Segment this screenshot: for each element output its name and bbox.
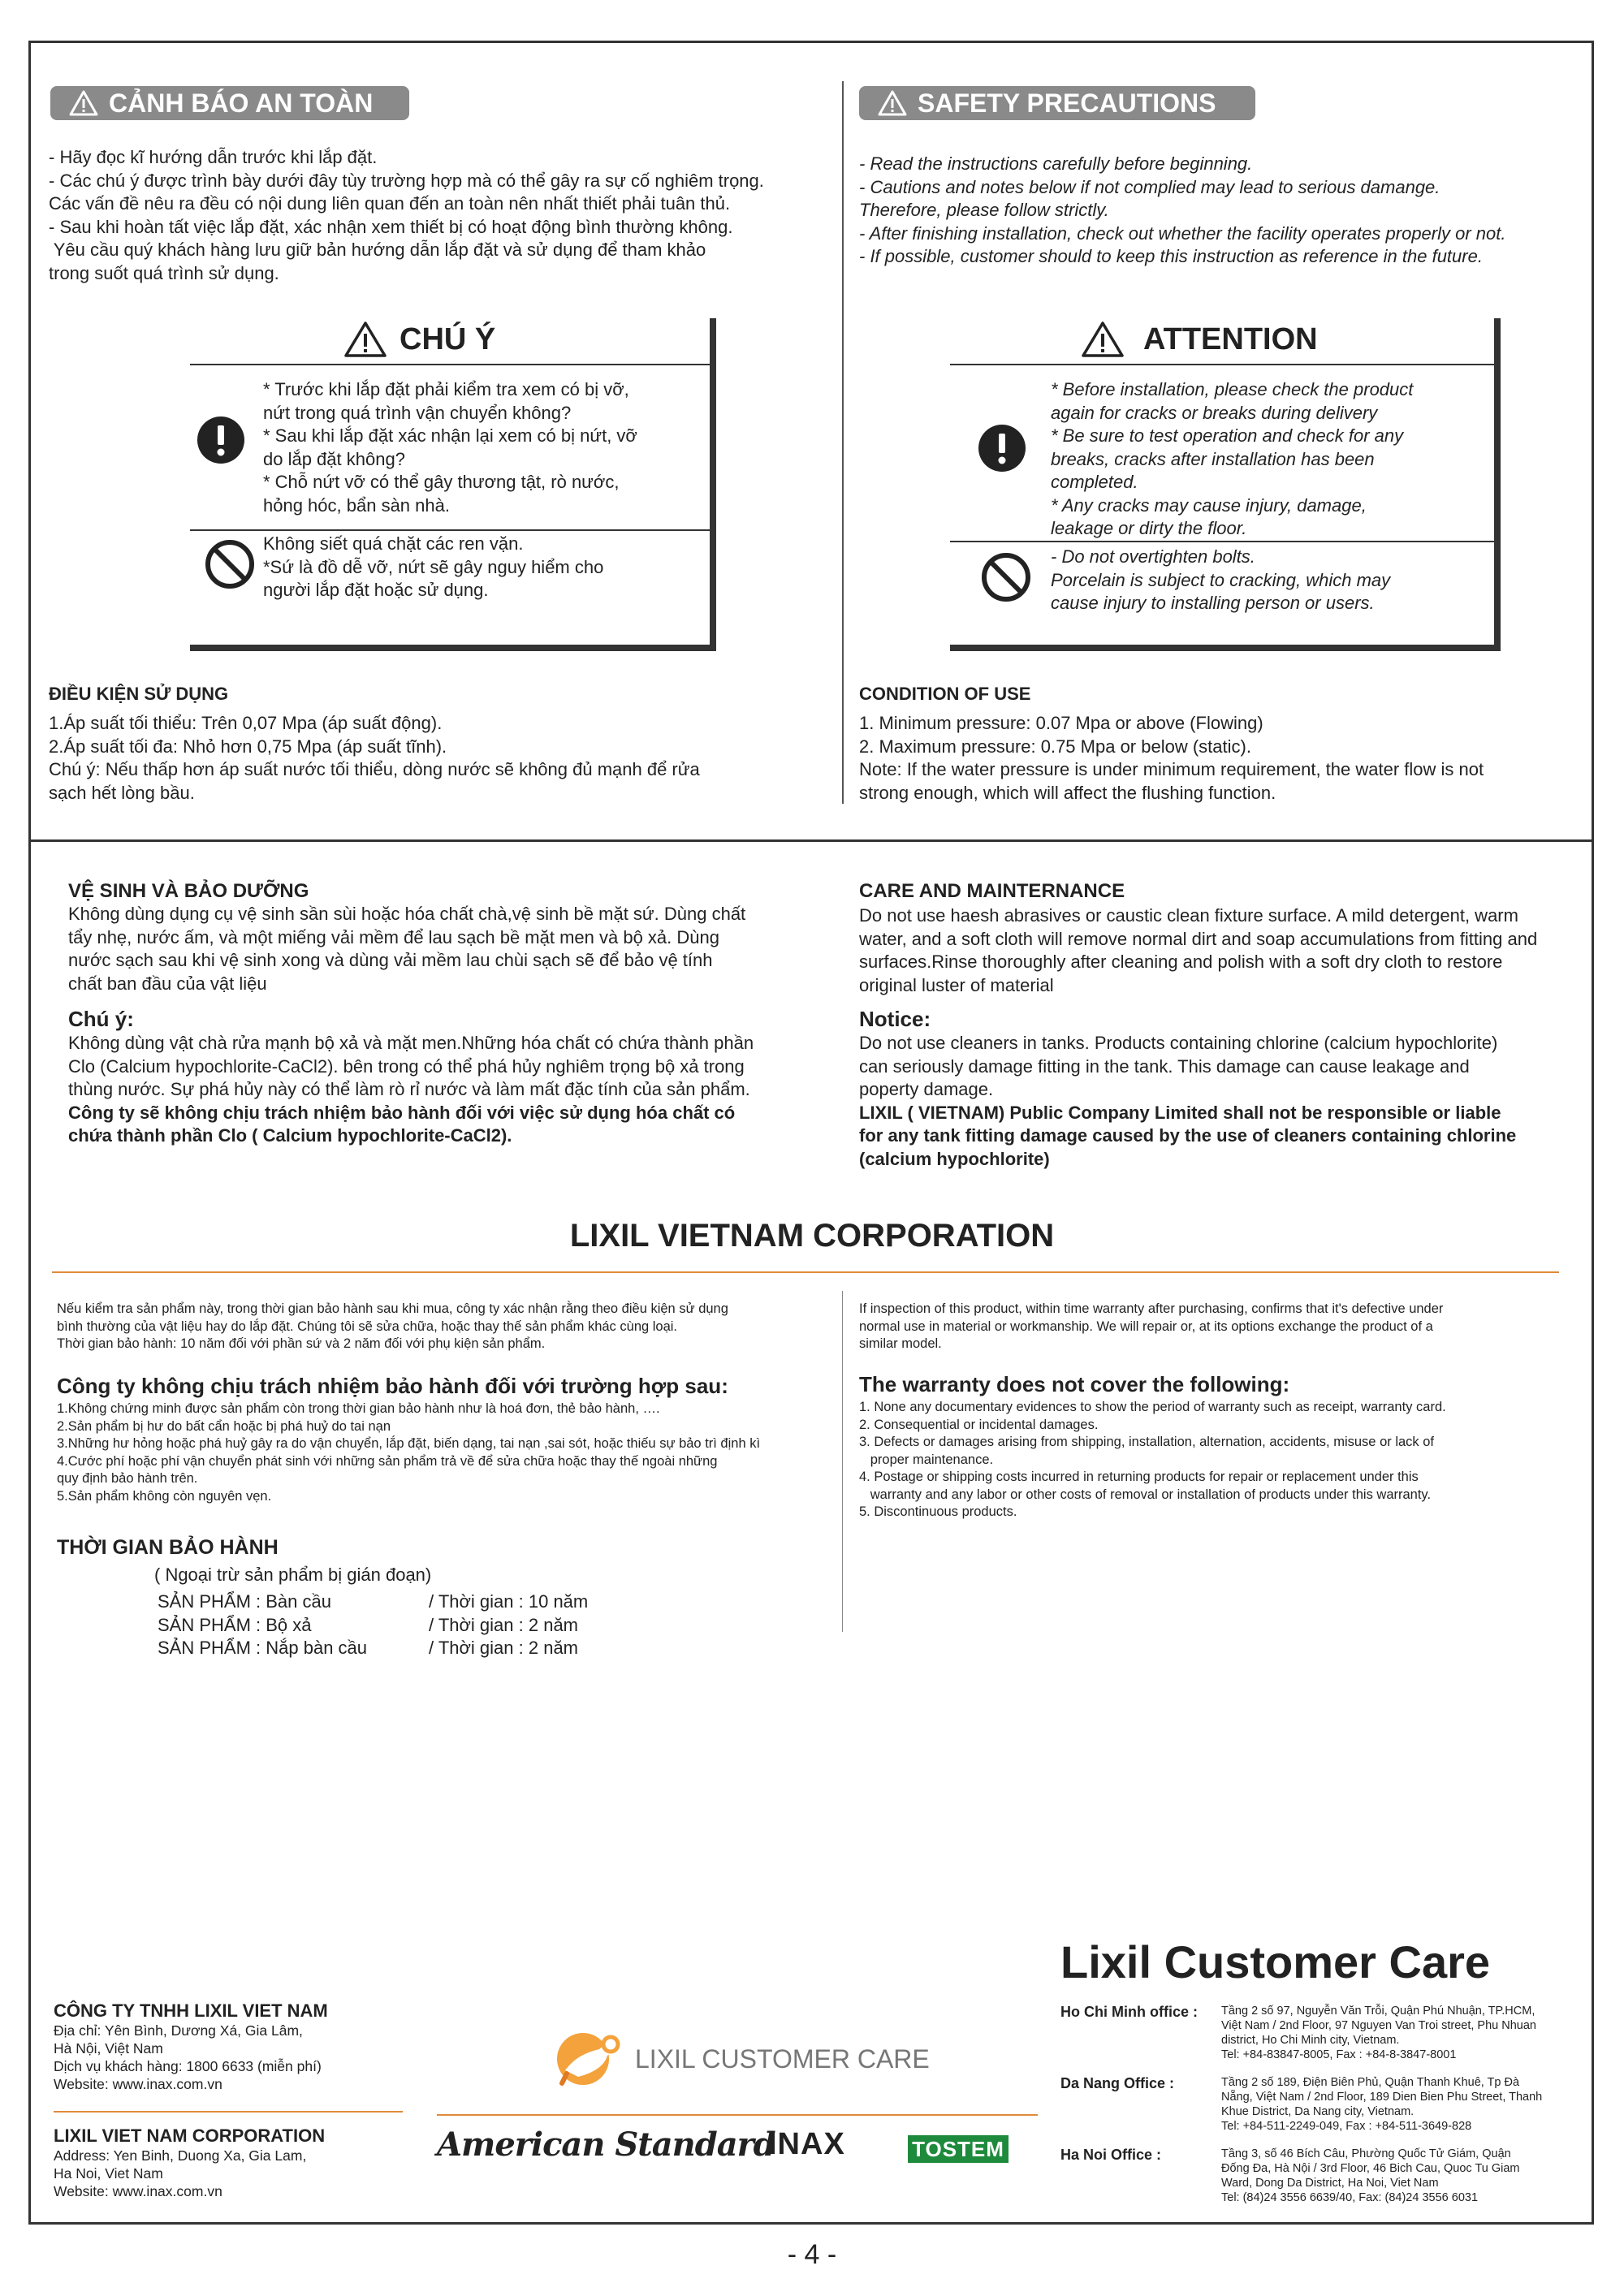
customer-care-title: Lixil Customer Care — [1060, 1936, 1491, 1987]
safety-title-en: SAFETY PRECAUTIONS — [918, 88, 1216, 118]
warranty-periods — [158, 1590, 588, 1660]
warranty-period-row: SẢN PHẨM : Nắp bàn cầu / Thời gian : 2 năm — [158, 1638, 579, 1658]
warranty-period-title: THỜI GIAN BẢO HÀNH — [57, 1536, 279, 1559]
attention-box-bottom-vi — [190, 645, 716, 651]
attention-box-top-en — [950, 364, 1494, 365]
tostem-logo: TOSTEM — [908, 2135, 1009, 2163]
exclamation-icon — [197, 416, 245, 468]
care-notice-en: Do not use cleaners in tanks. Products containing chlorine (calcium hypochlorite) can seriously damage fitting in the tank. This damage can cause leakage and poperty damage. LIXIL ( VIETNAM) Public Company Limited shall not be responsible or liable for any tank fitting damage caused by the use of cleaners containing chlorine (calcium hypochlorite) — [859, 1033, 1517, 1169]
care-title-vi: VỆ SINH VÀ BẢO DƯỠNG — [68, 880, 309, 902]
inax-logo: INAX — [768, 2127, 845, 2161]
corp-title: LIXIL VIETNAM CORPORATION — [569, 1218, 1055, 1254]
condition-title-en: CONDITION OF USE — [859, 684, 1031, 704]
attention-box-bottom-en — [950, 645, 1501, 651]
prohibited-icon — [205, 539, 255, 593]
attention-prohibit-vi: Không siết quá chặt các ren vặn. *Sứ là đồ dễ vỡ, nứt sẽ gây nguy hiểm cho người lắp đặt hoặc sử dụng. — [263, 533, 604, 600]
warning-triangle-icon — [343, 320, 388, 359]
warning-triangle-icon — [1080, 320, 1125, 359]
attention-warn-en: * Before installation, please check the product again for cracks or breaks during delivery * Be sure to test operation and check for any breaks, cracks after installation has been completed. * Any cracks may cause injury, damage, leakage or dirty the floor. — [1051, 379, 1414, 538]
company-address-vi: Địa chỉ: Yên Bình, Dương Xá, Gia Lâm, Hà Nội, Việt Nam Dịch vụ khách hàng: 1800 6633 (miễn phí) Website: www.inax.com.vn — [54, 2022, 322, 2092]
care-text-en: Do not use haesh abrasives or caustic clean fixture surface. A mild detergent, warm water, and a soft cloth will remove normal dirt and soap accumulations from fitting and surfaces.Rinse thoroughly after cleaning and polish with a soft dry cloth to restore original luster of material — [859, 905, 1538, 995]
safety-header-en — [859, 86, 1255, 120]
customer-care-logo-text: LIXIL CUSTOMER CARE — [635, 2044, 930, 2074]
warranty-intro-vi: Nếu kiểm tra sản phẩm này, trong thời gian bảo hành sau khi mua, công ty xác nhận rằng theo điều kiện sử dụng bình thường của vật liệu hay do lắp đặt. Chúng tôi sẽ sửa chữa, hoặc thay thế sản phẩm khác cùng loại. Thời gian bảo hành: 10 năm đối với phần sứ và 2 năm đối với phụ kiện sản phẩm. — [57, 1301, 728, 1351]
warranty-column-divider — [842, 1291, 843, 1632]
warranty-period-row: SẢN PHẨM : Bộ xả / Thời gian : 2 năm — [158, 1614, 579, 1635]
warning-triangle-icon — [68, 89, 99, 117]
warranty-period-row: SẢN PHẨM : Bàn cầu / Thời gian : 10 năm — [158, 1591, 589, 1612]
wrench-hand-icon — [551, 2025, 628, 2090]
customer-care-logo — [551, 2025, 973, 2090]
attention-title-vi: CHÚ Ý — [343, 322, 495, 357]
warranty-exclusions-vi: 1.Không chứng minh được sản phẩm còn trong thời gian bảo hành như là hoá đơn, thẻ bảo hành, …. 2.Sản phẩm bị hư do bất cẩn hoặc bị phá huỷ do tai nạn 3.Những hư hỏng hoặc phá huỷ gây ra do vận chuyển, lắp đặt, biến dạng, tai nạn ,sai sót, hoặc thiếu sự bảo trì định kì 4.Cước phí hoặc phí vận chuyển phát sinh với những sản phẩm trả về để sửa chữa hoặc thay thế ngoài những quy định bảo hành trên. 5.Sản phẩm không còn nguyên vẹn. — [57, 1401, 761, 1504]
attention-box-side-vi — [710, 318, 716, 651]
prohibited-icon — [981, 552, 1031, 606]
condition-text-en: 1. Minimum pressure: 0.07 Mpa or above (Flowing) 2. Maximum pressure: 0.75 Mpa or below (static). Note: If the water pressure is under minimum requirement, the water flow is not strong enough, which will affect the flushing function. — [859, 713, 1484, 803]
warranty-intro-en: If inspection of this product, within time warranty after purchasing, confirms that it's defective under normal use in material or workmanship. We will repair or, at its options exchange the product of a similar model. — [859, 1301, 1444, 1351]
company-name-en: LIXIL VIET NAM CORPORATION — [54, 2126, 326, 2146]
footer-divider-left — [54, 2111, 403, 2113]
care-text-vi: Không dùng dụng cụ vệ sinh sần sùi hoặc hóa chất chà,vệ sinh bề mặt sứ. Dùng chất tẩy nhẹ, nước ấm, và một miếng vải mềm để lau sạch bề mặt men và bộ xả. Dùng nước sạch sau khi vệ sinh xong và dùng vải mềm lau chùi sạch sẽ để bảo vệ tính chất ban đầu của vật liệu — [68, 904, 746, 994]
company-address-en: Address: Yen Binh, Duong Xa, Gia Lam, Ha Noi, Viet Nam Website: www.inax.com.vn — [54, 2147, 307, 2199]
attention-box-side-en — [1494, 318, 1501, 651]
attention-prohibit-en: - Do not overtighten bolts. Porcelain is subject to cracking, which may cause injury to installing person or users. — [1051, 546, 1391, 613]
care-notice-title-en: Notice: — [859, 1007, 931, 1031]
safety-title-vi: CẢNH BÁO AN TOÀN — [109, 88, 374, 118]
care-notice-title-vi: Chú ý: — [68, 1007, 134, 1031]
corp-title-underline — [52, 1271, 1559, 1273]
exclamation-icon — [978, 424, 1026, 477]
page-number: - 4 - — [787, 2239, 837, 2270]
section-divider — [28, 839, 1594, 842]
warning-triangle-icon — [877, 89, 908, 117]
company-name-vi: CÔNG TY TNHH LIXIL VIET NAM — [54, 2000, 328, 2021]
top-column-divider — [842, 81, 844, 804]
condition-text-vi: 1.Áp suất tối thiểu: Trên 0,07 Mpa (áp suất động). 2.Áp suất tối đa: Nhỏ hơn 0,75 Mpa (áp suất tĩnh). Chú ý: Nếu thấp hơn áp suất nước tối thiểu, dòng nước sẽ không đủ mạnh để rửa sạch hết lòng bầu. — [49, 713, 700, 803]
care-title-en: CARE AND MAINTERNANCE — [859, 880, 1125, 902]
warranty-exclusion-title-en: The warranty does not cover the following: — [859, 1372, 1290, 1396]
attention-title-en: ATTENTION — [1080, 322, 1318, 357]
american-standard-logo: American Standard — [437, 2126, 775, 2164]
footer-logo-divider — [437, 2114, 1038, 2116]
attention-box-mid-en — [950, 541, 1494, 542]
safety-header-vi — [50, 86, 409, 120]
condition-title-vi: ĐIỀU KIỆN SỬ DỤNG — [49, 684, 229, 704]
safety-text-en: - Read the instructions carefully before beginning. - Cautions and notes below if not complied may lead to serious damange. Therefore, please follow strictly. - After finishing installation, check out whether the facility operates properly or not. - If possible, customer should to keep this instruction as reference in the future. — [859, 153, 1506, 266]
attention-box-mid-vi — [190, 529, 710, 531]
attention-warn-vi: * Trước khi lắp đặt phải kiểm tra xem có bị vỡ, nứt trong quá trình vận chuyển không? * Sau khi lắp đặt xác nhận lại xem có bị nứt, vỡ do lắp đặt không? * Chỗ nứt vỡ có thể gây thương tật, rò nước, hỏng hóc, bẩn sàn nhà. — [263, 379, 637, 516]
warranty-period-note: ( Ngoại trừ sản phẩm bị gián đoạn) — [154, 1564, 432, 1585]
care-notice-vi: Không dùng vật chà rửa mạnh bộ xả và mặt men.Những hóa chất có chứa thành phần Clo (Calcium hypochlorite-CaCl2). bên trong có thể phá hủy nghiêm trọng bộ xả trong thùng nước. Sự phá hủy này có thể làm rò rỉ nước và làm mất đặc tính của sản phẩm. Công ty sẽ không chịu trách nhiệm bảo hành đối với việc sử dụng hóa chất có chứa thành phần Clo ( Calcium hypochlorite-CaCl2). — [68, 1033, 754, 1146]
warranty-exclusion-title-vi: Công ty không chịu trách nhiệm bảo hành đối với trường hợp sau: — [57, 1374, 728, 1398]
safety-text-vi: - Hãy đọc kĩ hướng dẫn trước khi lắp đặt. - Các chú ý được trình bày dưới đây tùy trường hợp mà có thể gây ra sự cố nghiêm trọng. Các vấn đề nêu ra đều có nội dung liên quan đến an toàn nên nhất thiết phải tuân thủ. - Sau khi hoàn tất việc lắp đặt, xác nhận xem thiết bị có hoạt động bình thường không. Yêu cầu quý khách hàng lưu giữ bản hướng dẫn lắp đặt và sử dụng để tham khảo trong suốt quá trình sử dụng. — [49, 147, 764, 283]
warranty-exclusions-en: 1. None any documentary evidences to show the period of warranty such as receipt, warranty card. 2. Consequential or incidental damages. 3. Defects or damages arising from shipping, installation, alternation, accidents, misuse or lack of proper maintenance. 4. Postage or shipping costs incurred in returning products for repair or replacement under this warranty and any labor or other costs of removal or installation of products under this warranty. 5. Discontinuous products. — [859, 1400, 1446, 1519]
attention-box-top-vi — [190, 364, 710, 365]
